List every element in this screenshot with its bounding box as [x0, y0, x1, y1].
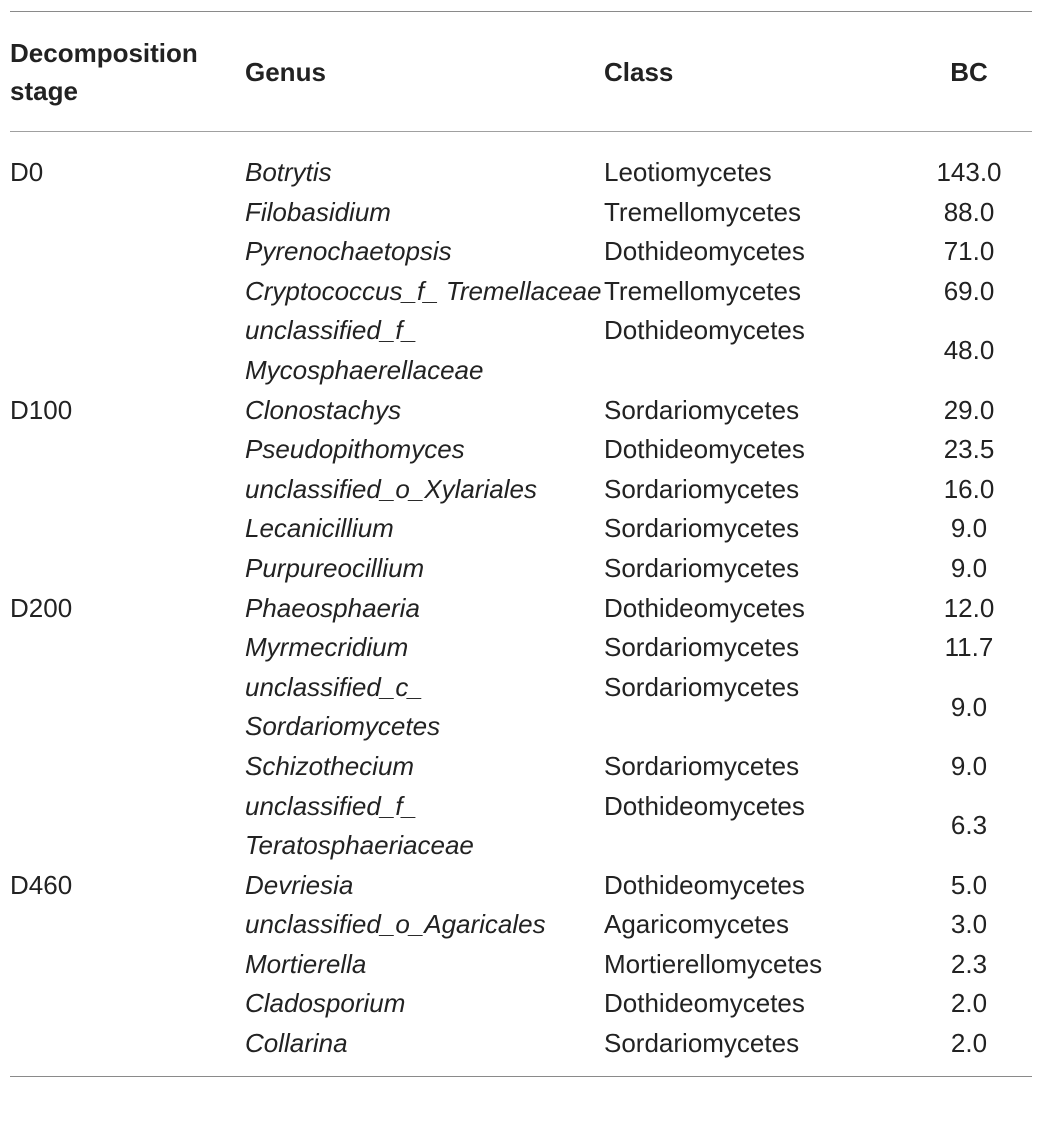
- cell-bc: 2.3: [950, 948, 988, 979]
- cell-decomposition-stage: [10, 787, 245, 866]
- cell-class: Agaricomycetes: [604, 909, 789, 940]
- cell-bc: 88.0: [943, 196, 995, 227]
- cell-class: Sordariomycetes: [604, 1028, 800, 1059]
- table-row: [10, 430, 1032, 470]
- cell-bc: 69.0: [943, 275, 995, 306]
- cell-decomposition-stage: [10, 232, 245, 272]
- cell-class: Dothideomycetes: [604, 315, 805, 346]
- cell-genus: Collarina: [245, 1028, 348, 1059]
- header-genus: Genus: [245, 56, 326, 87]
- table-row: [10, 509, 1032, 549]
- cell-class: Sordariomycetes: [604, 671, 800, 702]
- cell-class: Tremellomycetes: [604, 196, 801, 227]
- cell-genus: Purpureocillium: [245, 552, 425, 583]
- table-row: [10, 628, 1032, 668]
- cell-genus: Filobasidium: [245, 196, 391, 227]
- cell-genus: unclassified_o_Agaricales: [245, 909, 546, 940]
- cell-decomposition-stage: [10, 747, 245, 787]
- cell-decomposition-stage: [10, 272, 245, 312]
- cell-bc: 71.0: [943, 236, 995, 267]
- table-row: [10, 1024, 1032, 1076]
- cell-class: Dothideomycetes: [604, 988, 805, 1019]
- cell-decomposition-stage: [10, 193, 245, 233]
- fungal-genera-table: [10, 12, 1032, 131]
- cell-class: Sordariomycetes: [604, 513, 800, 544]
- table-row: [10, 132, 1032, 193]
- cell-genus: Schizothecium: [245, 750, 415, 781]
- cell-decomposition-stage: [10, 628, 245, 668]
- table-row: [10, 470, 1032, 510]
- cell-genus: unclassified_f_ Mycosphaerellaceae: [245, 315, 484, 385]
- cell-decomposition-stage: [10, 945, 245, 985]
- cell-genus: Clonostachys: [245, 394, 402, 425]
- cell-decomposition-stage: D0: [10, 157, 44, 187]
- cell-decomposition-stage: [10, 509, 245, 549]
- cell-decomposition-stage: [10, 668, 245, 747]
- cell-bc: 9.0: [950, 750, 988, 781]
- table-row: [10, 232, 1032, 272]
- cell-genus: unclassified_c_ Sordariomycetes: [245, 671, 441, 742]
- table-row: [10, 193, 1032, 233]
- table-row: [10, 787, 1032, 866]
- cell-decomposition-stage: [10, 905, 245, 945]
- cell-genus: Devriesia: [245, 869, 354, 900]
- cell-bc: 9.0: [950, 691, 988, 722]
- cell-class: Dothideomycetes: [604, 236, 805, 267]
- cell-decomposition-stage: [10, 430, 245, 470]
- cell-bc: 16.0: [943, 473, 995, 504]
- cell-bc: 3.0: [950, 909, 988, 940]
- table-row: [10, 866, 1032, 906]
- cell-class: Dothideomycetes: [604, 434, 805, 465]
- cell-class: Sordariomycetes: [604, 394, 800, 425]
- cell-class: Sordariomycetes: [604, 552, 800, 583]
- cell-bc: 5.0: [950, 869, 988, 900]
- cell-bc: 6.3: [950, 810, 988, 841]
- cell-bc: 23.5: [943, 434, 995, 465]
- cell-bc: 12.0: [943, 592, 995, 623]
- cell-decomposition-stage: [10, 549, 245, 589]
- cell-genus: Cryptococcus_f_ Tremellaceae: [245, 275, 602, 306]
- cell-class: Mortierellomycetes: [604, 948, 823, 979]
- table-row: [10, 984, 1032, 1024]
- cell-decomposition-stage: [10, 470, 245, 510]
- cell-genus: Pseudopithomyces: [245, 434, 465, 465]
- cell-bc: 48.0: [943, 335, 995, 366]
- cell-genus: Botrytis: [245, 157, 332, 187]
- table-row: [10, 668, 1032, 747]
- header-class: Class: [604, 56, 674, 87]
- cell-bc: 2.0: [950, 1028, 988, 1059]
- cell-genus: Mortierella: [245, 948, 367, 979]
- cell-class: Tremellomycetes: [604, 275, 801, 306]
- cell-decomposition-stage: D460: [10, 869, 73, 900]
- cell-bc: 2.0: [950, 988, 988, 1019]
- cell-class: Sordariomycetes: [604, 473, 800, 504]
- table-header: [10, 12, 1032, 131]
- header-row: [10, 12, 1032, 131]
- data-table-container: [10, 11, 1032, 1077]
- cell-genus: Myrmecridium: [245, 632, 409, 663]
- table-row: [10, 747, 1032, 787]
- table-row: [10, 905, 1032, 945]
- cell-class: Sordariomycetes: [604, 750, 800, 781]
- cell-decomposition-stage: [10, 311, 245, 390]
- cell-bc: 9.0: [950, 552, 988, 583]
- fungal-genera-table-body: [10, 132, 1032, 1076]
- table-row: [10, 311, 1032, 390]
- cell-genus: Cladosporium: [245, 988, 406, 1019]
- table-row: [10, 945, 1032, 985]
- cell-genus: Pyrenochaetopsis: [245, 236, 452, 267]
- cell-decomposition-stage: [10, 984, 245, 1024]
- cell-genus: Phaeosphaeria: [245, 592, 420, 623]
- cell-bc: 11.7: [944, 632, 994, 663]
- cell-class: Dothideomycetes: [604, 790, 805, 821]
- header-decomposition-stage: Decomposition stage: [10, 37, 198, 106]
- cell-bc: 29.0: [943, 394, 995, 425]
- table-row: [10, 391, 1032, 431]
- cell-bc: 143.0: [936, 157, 1002, 187]
- cell-bc: 9.0: [950, 513, 988, 544]
- header-bc: BC: [950, 56, 988, 87]
- cell-genus: unclassified_f_ Teratosphaeriaceae: [245, 790, 474, 861]
- table-row: [10, 272, 1032, 312]
- table-body: [10, 132, 1032, 1076]
- table-bottom-rule: [10, 1076, 1032, 1077]
- cell-class: Dothideomycetes: [604, 869, 805, 900]
- cell-genus: unclassified_o_Xylariales: [245, 473, 537, 504]
- table-row: [10, 589, 1032, 629]
- cell-class: Leotiomycetes: [604, 157, 772, 187]
- cell-class: Dothideomycetes: [604, 592, 805, 623]
- cell-decomposition-stage: D200: [10, 592, 73, 623]
- cell-genus: Lecanicillium: [245, 513, 394, 544]
- table-row: [10, 549, 1032, 589]
- cell-decomposition-stage: [10, 1024, 245, 1076]
- cell-decomposition-stage: D100: [10, 394, 73, 425]
- cell-class: Sordariomycetes: [604, 632, 800, 663]
